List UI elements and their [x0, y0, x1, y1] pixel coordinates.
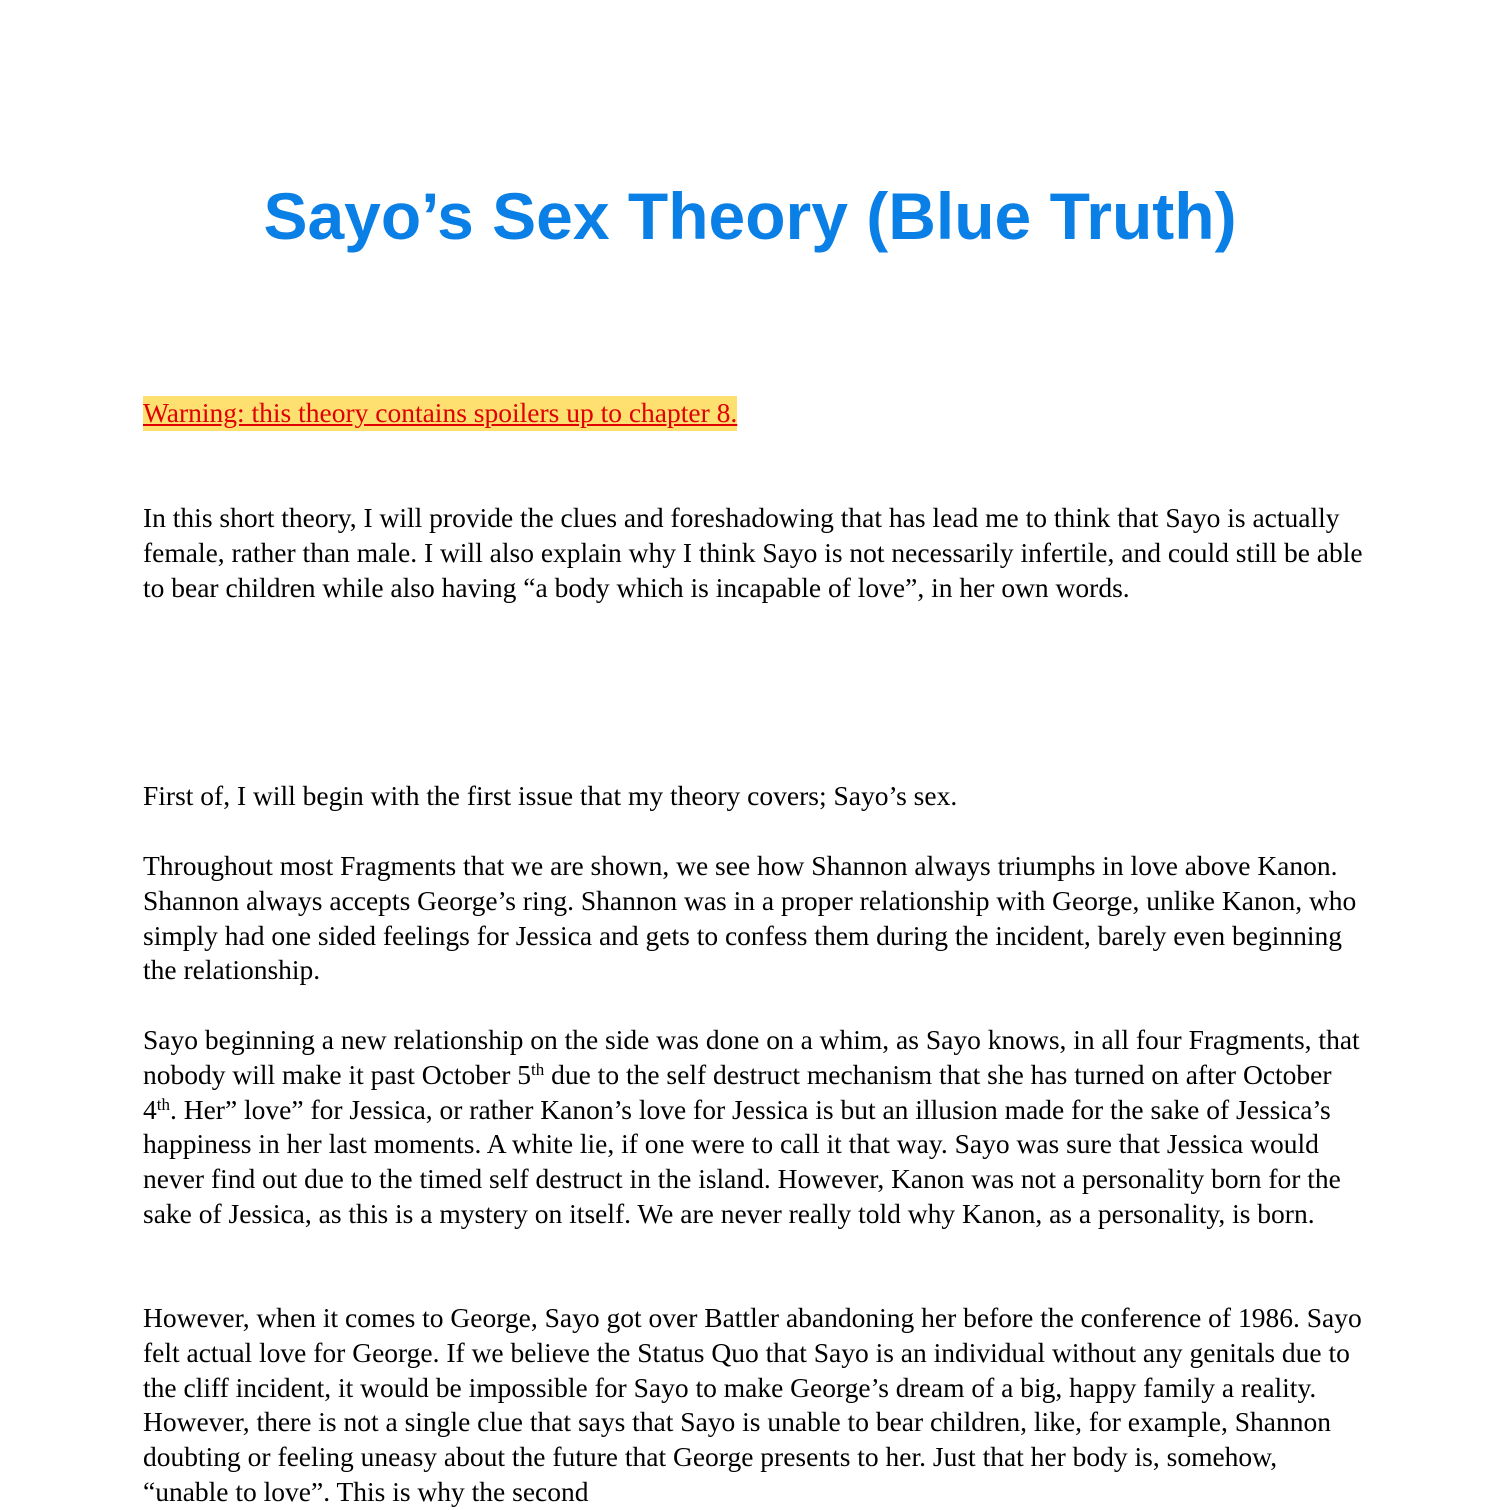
paragraph-george-love: However, when it comes to George, Sayo got over Battler abandoning her before the conference of 1986. Sayo felt actual love for George. If we believe the Status Quo that Sayo is an individual without any genitals due to the cliff incident, it would be impossible for Sayo to make George’s dream of a big, happy family a reality. However, there is not a single clue that says that Sayo is unable to bear children, like, for example, Shannon doubting or feeling uneasy about the future that George presents to her. Just that her body is, somehow, “unable to love”. This is why the second [143, 1302, 1362, 1507]
intro-paragraph: In this short theory, I will provide the clues and foreshadowing that has lead me to think that Sayo is actually female, rather than male. I will also explain why I think Sayo is not necessarily infertile, and could still be able to bear children while also having “a body which is incapable of love”, in her own words. [143, 502, 1363, 603]
ordinal-suffix: th [156, 1094, 170, 1114]
ordinal-suffix: th [530, 1059, 545, 1079]
spoiler-warning: Warning: this theory contains spoilers up to chapter 8. [143, 396, 737, 431]
p3-part3: . Her” love” for Jessica, or rather Kanon’s love for Jessica is but an illusion made for the sake of Jessica’s happiness in her last moments. A white lie, if one were to call it that way. Sayo was sure that Jessica would never find out due to the timed self destruct in the island. However, Kanon was not a personality born for the sake of Jessica, as this is a mystery on itself. We are never really told why Kanon, as a personality, is born. [143, 1093, 1341, 1229]
paragraph-shannon-kanon: Throughout most Fragments that we are shown, we see how Shannon always triumphs in love above Kanon. Shannon always accepts George’s ring. Shannon was in a proper relationship with George, unlike Kanon, who simply had one sided feelings for Jessica and gets to confess them during the incident, barely even beginning the relationship. [143, 850, 1357, 986]
document-title: Sayo’s Sex Theory (Blue Truth) [263, 179, 1237, 253]
paragraph-relationship-whim [143, 1023, 1363, 1232]
p3-part1: Sayo beginning a new relationship on the side was done on a whim, as Sayo knows, in all four Fragments, that nobody will make it past October 5 [143, 1024, 1360, 1090]
paragraph-sex-intro: First of, I will begin with the first issue that my theory covers; Sayo’s sex. [143, 780, 958, 811]
p3-part2: due to the self destruct mechanism that she has turned on after October 4 [143, 1058, 1332, 1125]
